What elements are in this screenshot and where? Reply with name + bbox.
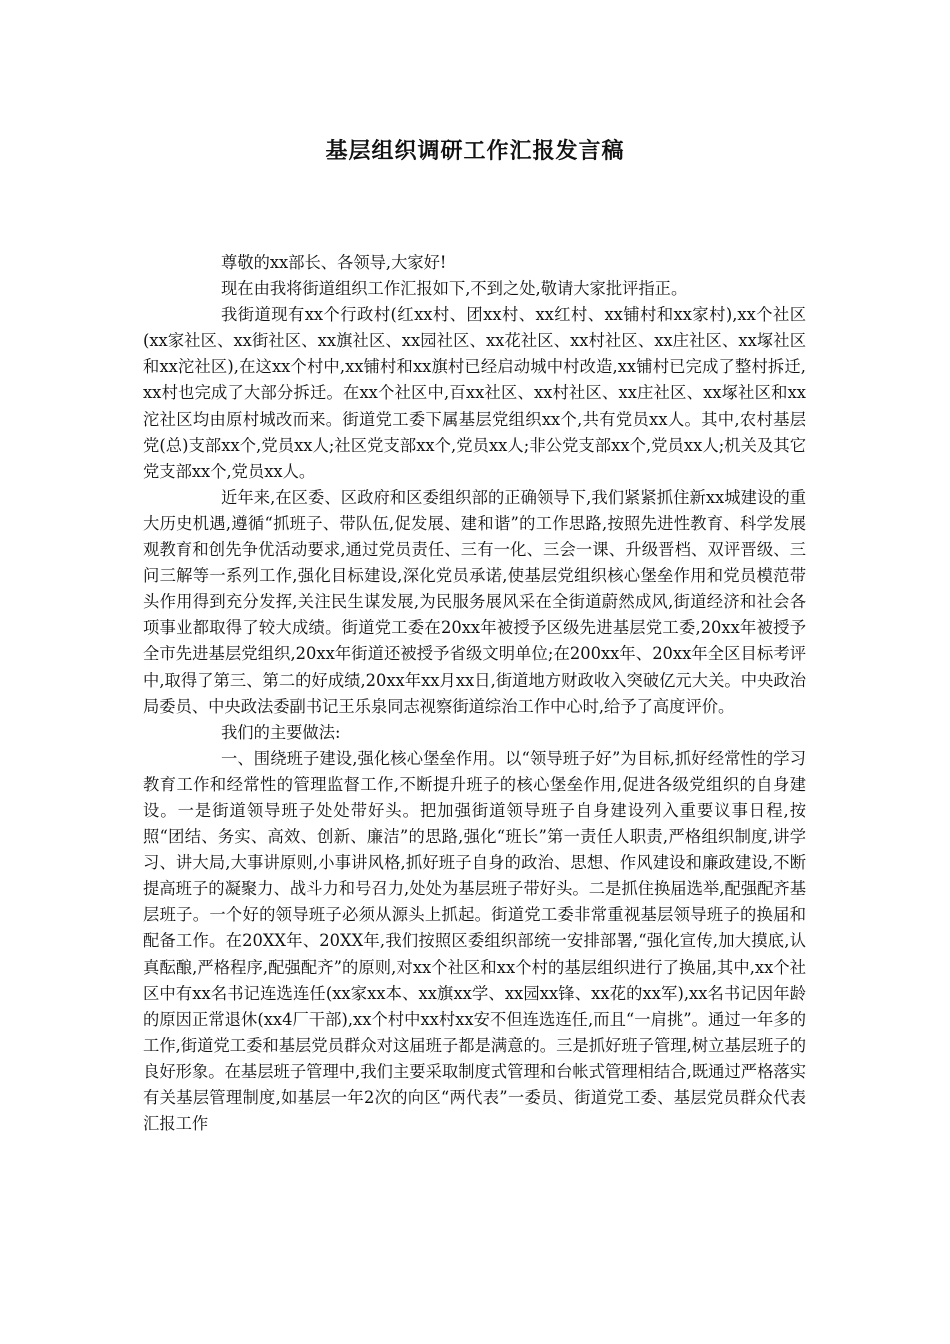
paragraph-method-one: 一、围绕班子建设,强化核心堡垒作用。以“领导班子好”为目标,抓好经常性的学习教育工作和经常性的管理监督工作,不断提升班子的核心堡垒作用,促进各级党组织的自身建设。一是街道领导班子处处带好头。把加强街道领导班子自身建设列入重要议事日程,按照“团结、务实、高效、创新、廉洁”的思路,强化“班长”第一责任人职责,严格组织制度,讲学习、讲大局,大事讲原则,小事讲风格,抓好班子自身的政治、思想、作风建设和廉政建设,不断提高班子的凝聚力、战斗力和号召力,处处为基层班子带好头。二是抓住换届选举,配强配齐基层班子。一个好的领导班子必须从源头上抓起。街道党工委非常重视基层领导班子的换届和配备工作。在20XX年、20XX年,我们按照区委组织部统一安排部署,“强化宣传,加大摸底,认真酝酿,严格程序,配强配齐”的原则,对xx个社区和xx个村的基层组织进行了换届,其中,xx个社区中有xx名书记连选连任(xx家xx本、xx旗xx学、xx园xx锋、xx花的xx军),xx名书记因年龄的原因正常退休(xx4厂干部),xx个村中xx村xx安不但连选连任,而且“一肩挑”。通过一年多的工作,街道党工委和基层党员群众对这届班子都是满意的。三是抓好班子管理,树立基层班子的良好形象。在基层班子管理中,我们主要采取制度式管理和台帐式管理相结合,既通过严格落实有关基层管理制度,如基层一年2次的向区“两代表”一委员、街道党工委、基层党员群众代表汇报工作 — [143, 748, 806, 1134]
paragraph-methods-heading: 我们的主要做法: — [221, 722, 341, 742]
paragraph-greeting: 尊敬的xx部长、各领导,大家好! — [221, 253, 447, 272]
paragraph-intro: 现在由我将街道组织工作汇报如下,不到之处,敬请大家批评指正。 — [221, 279, 688, 299]
document-title: 基层组织调研工作汇报发言稿 — [325, 138, 625, 164]
paragraph-achievements: 近年来,在区委、区政府和区委组织部的正确领导下,我们紧紧抓住新xx城建设的重大历史机遇,遵循“抓班子、带队伍,促发展、建和谐”的工作思路,按照先进性教育、科学发展观教育和创先争优活动要求,通过党员责任、三有一化、三会一课、升级晋档、双评晋级、三问三解等一系列工作,强化目标建设,深化党员承诺,使基层党组织核心堡垒作用和党员模范带头作用得到充分发挥,关注民生谋发展,为民服务展风采在全街道蔚然成风,街道经济和社会各项事业都取得了较大成绩。街道党工委在20xx年被授予区级先进基层党工委,20xx年被授予全市先进基层党组织,20xx年街道还被授予省级文明单位;在200xx年、20xx年全区目标考评中,取得了第三、第二的好成绩,20xx年xx月xx日,街道地方财政收入突破亿元大关。中央政治局委员、中央政法委副书记王乐泉同志视察街道综治工作中心时,给予了高度评价。 — [143, 487, 806, 716]
paragraph-overview: 我街道现有xx个行政村(红xx村、团xx村、xx红村、xx铺村和xx家村),xx个社区(xx家社区、xx街社区、xx旗社区、xx园社区、xx花社区、xx村社区、xx庄社区、xx塚社区和xx沱社区),在这xx个村中,xx铺村和xx旗村已经启动城中村改造,xx铺村已完成了整村拆迁,xx村也完成了大部分拆迁。在xx个社区中,百xx社区、xx村社区、xx庄社区、xx塚社区和xx沱社区均由原村城改而来。街道党工委下属基层党组织xx个,共有党员xx人。其中,农村基层党(总)支部xx个,党员xx人;社区党支部xx个,党员xx人;非公党支部xx个,党员xx人;机关及其它党支部xx个,党员xx人。 — [143, 305, 806, 481]
document-body — [143, 250, 806, 1137]
